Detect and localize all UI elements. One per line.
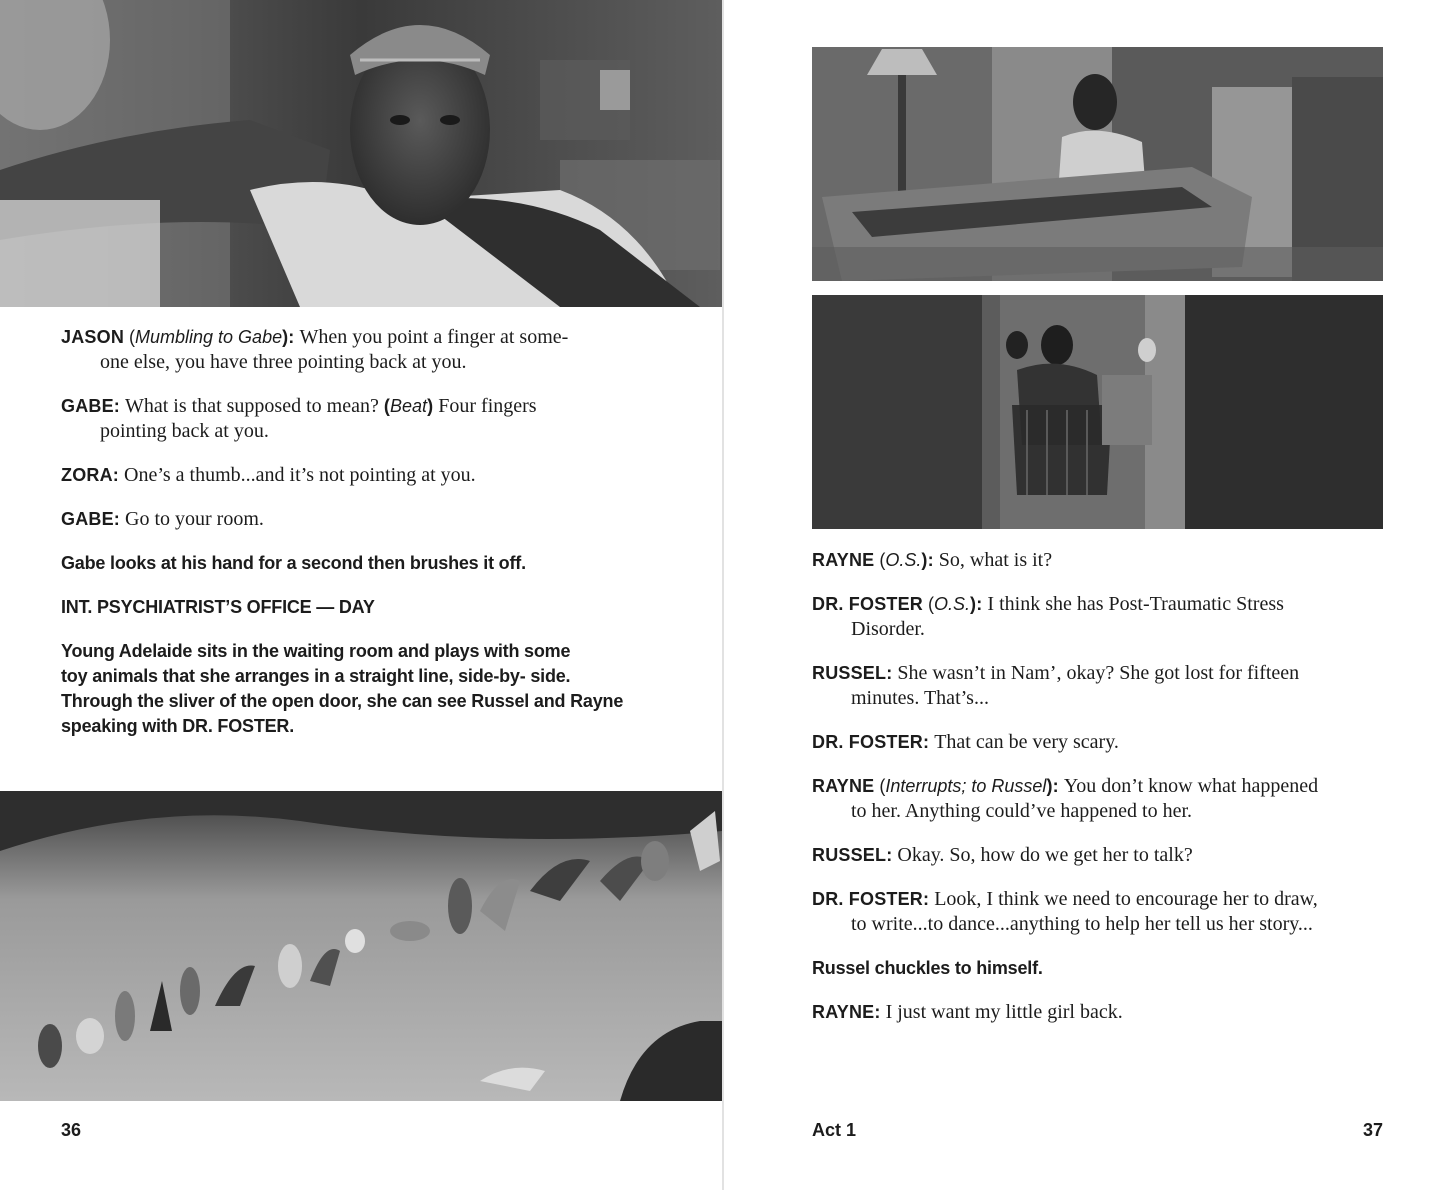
dialogue-entry: DR. FOSTER (O.S.): I think she has Post-Traumatic Stress Disorder. (812, 592, 1402, 642)
dialogue-entry: JASON (Mumbling to Gabe): When you point a finger at some- one else, you have three pointing back at you. (61, 325, 681, 375)
dialogue-entry (61, 463, 681, 488)
dialogue-line: one else, you have three pointing back at you. (100, 351, 467, 373)
dialogue-line: Go to your room. (125, 508, 264, 530)
left-page (0, 0, 722, 1190)
right-script-text (812, 548, 1402, 1044)
speaker-name: GABE: (61, 509, 120, 529)
dialogue-entry: RAYNE (O.S.): So, what is it? (812, 549, 1053, 571)
dialogue-line: She wasn’t in Nam’, okay? She got lost for fifteen (897, 662, 1300, 684)
photo-boy-with-crown (0, 0, 722, 307)
dialogue-entry (812, 843, 1402, 868)
dialogue-line: Four fingers (438, 395, 537, 417)
parenthetical: Beat (390, 396, 428, 416)
parenthetical: O.S. (885, 550, 922, 570)
dialogue-line: When you point a finger at some- (299, 326, 569, 348)
dialogue-line: That can be very scary. (934, 731, 1119, 753)
dialogue-entry: RAYNE (Interrupts; to Russel): You don’t know what happened to her. Anything could’ve happened to her. (812, 774, 1402, 824)
action-line: Gabe looks at his hand for a second then brushes it off. (61, 553, 526, 573)
parenthetical: O.S. (934, 594, 971, 614)
speaker-name: DR. FOSTER: (812, 732, 930, 752)
speaker-name: RAYNE (812, 550, 875, 570)
dialogue-line: So, what is it? (938, 549, 1053, 571)
dialogue-entry: GABE: What is that supposed to mean? (Beat) Four fingers pointing back at you. (61, 394, 681, 444)
dialogue-line: Look, I think we need to encourage her to draw, (934, 888, 1318, 910)
speaker-name: GABE: (61, 396, 120, 416)
dialogue-line: Okay. So, how do we get her to talk? (897, 844, 1193, 866)
dialogue-entry (812, 1000, 1402, 1025)
speaker-name: RUSSEL: (812, 663, 893, 683)
dialogue-line: minutes. That’s... (851, 687, 989, 709)
photo-girl-at-sand-table (812, 47, 1383, 281)
action-line: Russel chuckles to himself. (812, 958, 1043, 978)
speaker-name: RAYNE (812, 776, 875, 796)
speaker-name: ZORA: (61, 465, 119, 485)
dialogue-line: I think she has Post-Traumatic Stress (987, 593, 1284, 615)
parenthetical: Mumbling to Gabe (135, 327, 283, 347)
photo-toy-animals-in-sand (0, 791, 722, 1101)
parenthetical: Interrupts; to Russel (885, 776, 1047, 796)
dialogue-line: pointing back at you. (100, 420, 269, 442)
right-page (724, 0, 1445, 1190)
action-paragraph: Young Adelaide sits in the waiting room and plays with some toy animals that she arranges in a straight line, side-by- side. Through the sliver of the open door, she can see Russel and Rayne speaking with DR. FOSTER. (61, 641, 624, 736)
left-script-text (61, 325, 681, 758)
dialogue-entry (812, 661, 1402, 711)
dialogue-entry (812, 887, 1402, 937)
dialogue-line: You don’t know what happened (1063, 775, 1319, 797)
slugline: INT. PSYCHIATRIST’S OFFICE — DAY (61, 597, 375, 617)
page-number: 36 (61, 1120, 82, 1140)
speaker-name: RUSSEL: (812, 845, 893, 865)
photo-through-open-door (812, 295, 1383, 529)
dialogue-entry (812, 730, 1402, 755)
speaker-name: RAYNE: (812, 1002, 881, 1022)
speaker-name: DR. FOSTER (812, 594, 924, 614)
dialogue-line: Disorder. (851, 618, 925, 640)
dialogue-line: to her. Anything could’ve happened to her. (851, 800, 1193, 822)
page-number: 37 (1362, 1120, 1383, 1140)
dialogue-line: What is that supposed to mean? (125, 395, 379, 417)
dialogue-line: to write...to dance...anything to help her tell us her story... (851, 913, 1313, 935)
speaker-name: JASON (61, 327, 125, 347)
dialogue-entry (61, 507, 681, 532)
dialogue-line: One’s a thumb...and it’s not pointing at you. (124, 464, 476, 486)
speaker-name: DR. FOSTER: (812, 889, 930, 909)
running-head: Act 1 (812, 1120, 857, 1140)
dialogue-line: I just want my little girl back. (885, 1001, 1123, 1023)
